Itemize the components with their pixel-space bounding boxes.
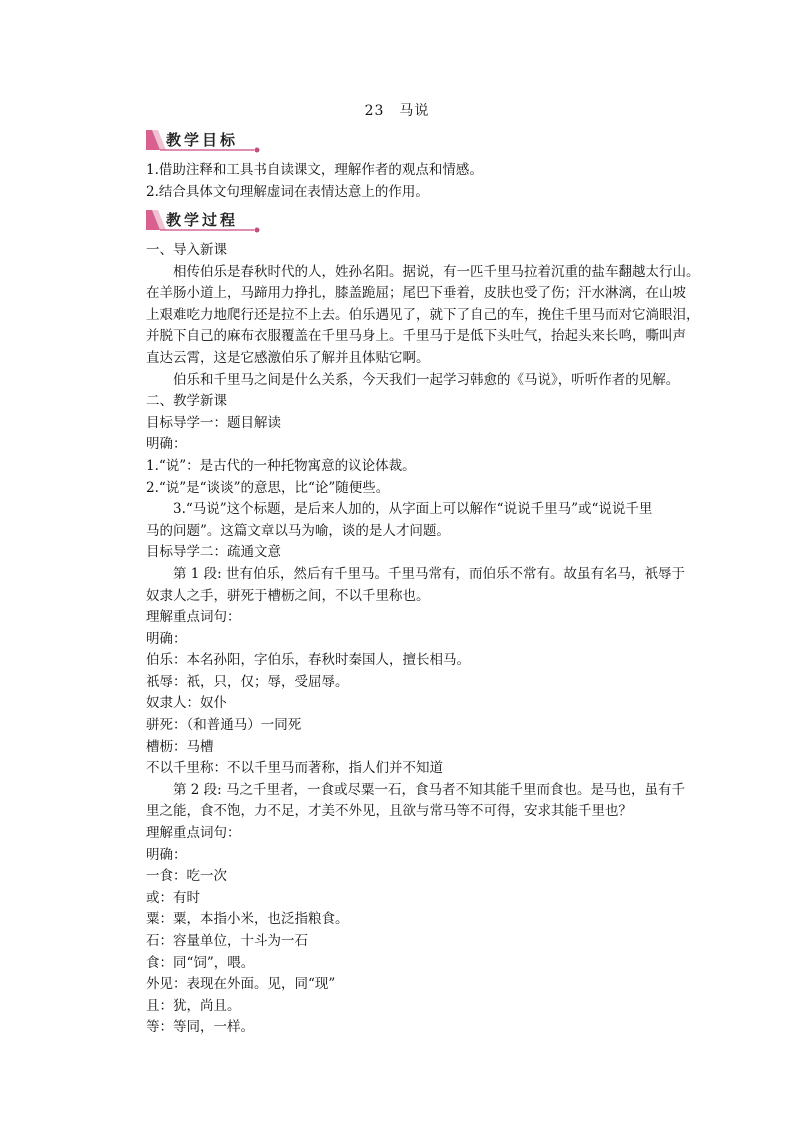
text-line: 明确： [146,846,187,863]
text-line: 2.“说”是“谈谈”的意思，比“论”随便些。 [146,479,390,496]
text-line: 3.“马说”这个标题，是后来人加的，从字面上可以解作“说说千里马”或“说说千里 [146,501,653,518]
text-line: 明确： [146,630,187,647]
process-header [146,207,264,233]
text-line: 不以千里称：不以千里马而著称，指人们并不知道 [146,760,443,777]
text-line: 等：等同，一样。 [146,1019,254,1036]
text-line: 理解重点词句： [146,825,241,842]
objective-item: 1.借助注释和工具书自读课文，理解作者的观点和情感。 [146,162,483,178]
objectives-header [146,127,264,153]
text-line: 明确： [146,436,187,453]
process-header-label: 教学过程 [166,211,239,229]
text-line: 伯乐：本名孙阳，字伯乐，春秋时秦国人，擅长相马。 [146,652,470,669]
text-line: 食：同“饲”，喂。 [146,954,255,971]
text-line: 马的问题”。这篇文章以马为喻，谈的是人才问题。 [146,522,450,539]
text-line: 里之能，食不饱，力不足，才美不外见，且欲与常马等不可得，安求其能千里也？ [146,803,632,820]
text-line: 一食：吃一次 [146,868,227,885]
text-line: 祇辱：祇，只，仅；辱，受屈辱。 [146,673,349,690]
text-line: 奴隶人：奴仆 [146,695,227,712]
text-line: 上艰难吃力地爬行还是拉不上去。伯乐遇见了，就下了自己的车，挽住千里马而对它淌眼泪， [146,306,700,323]
text-line: 第 2 段: 马之千里者，一食或尽粟一石，食马者不知其能千里而食也。是马也，虽有千 [146,781,686,798]
text-line: 目标导学二：疏通文意 [146,544,281,561]
text-line: 奴隶人之手，骈死于槽枥之间，不以千里称也。 [146,587,430,604]
objective-item: 2.结合具体文句理解虚词在表情达意上的作用。 [146,183,429,200]
text-line: 粟：粟，本指小米，也泛指粮食。 [146,911,349,928]
text-line: 一、导入新课 [146,242,227,258]
process-body [146,240,700,1039]
text-line: 或：有时 [146,889,200,906]
text-line: 相传伯乐是春秋时代的人，姓孙名阳。据说，有一匹千里马拉着沉重的盐车翻越太行山。 [146,263,700,280]
text-line: 在羊肠小道上，马蹄用力挣扎，膝盖跪屈；尾巴下垂着，皮肤也受了伤；汗水淋漓，在山坡 [146,285,686,302]
text-line: 石：容量单位，十斗为一石 [146,933,308,949]
text-line: 1.“说”：是古代的一种托物寓意的议论体裁。 [146,457,416,474]
objectives-header-label: 教学目标 [166,131,239,149]
objectives-list [146,160,676,203]
text-line: 目标导学一：题目解读 [146,414,281,431]
text-line: 第 1 段: 世有伯乐，然后有千里马。千里马常有，而伯乐不常有。故虽有名马，祇辱于 [146,565,686,582]
text-line: 理解重点词句： [146,609,241,626]
text-line: 且：犹，尚且。 [146,997,241,1014]
text-line: 二、教学新课 [146,393,227,410]
lesson-title: 23 马说 [364,103,430,119]
text-line: 伯乐和千里马之间是什么关系，今天我们一起学习韩愈的《马说》，听听作者的见解。 [146,371,680,388]
text-line: 并脱下自己的麻布衣服覆盖在千里马身上。千里马于是低下头吐气，抬起头来长鸣，嘶叫声 [146,328,686,345]
text-line: 直达云霄，这是它感激伯乐了解并且体贴它啊。 [146,349,430,366]
text-line: 外见：表现在外面。见，同“现” [146,976,336,993]
text-line: 骈死：（和普通马）一同死 [146,717,302,734]
text-line: 槽枥：马槽 [146,738,214,755]
